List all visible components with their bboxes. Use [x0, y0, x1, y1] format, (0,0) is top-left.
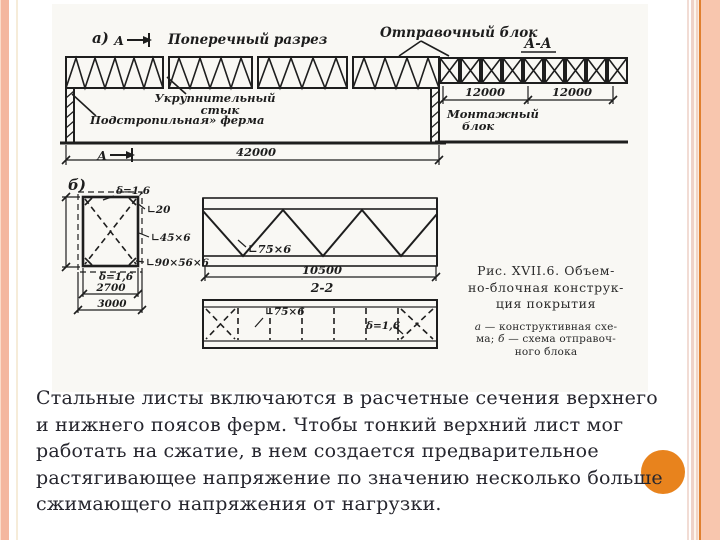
svg-text:10500: 10500: [301, 263, 343, 277]
body-paragraph: [36, 385, 664, 518]
svg-text:δ=1,6: δ=1,6: [116, 185, 151, 197]
block-row: [440, 58, 627, 83]
section-a-label: а): [92, 29, 109, 47]
svg-text:А: А: [114, 33, 125, 48]
section-mark-a-top: [113, 33, 152, 48]
svg-text:Укрупнительный: Укрупнительный: [154, 91, 276, 105]
block-plan: [203, 300, 437, 348]
support-column-right: [431, 88, 439, 143]
svg-text:δ=1,6: δ=1,6: [99, 271, 134, 283]
figure-caption: [455, 263, 637, 358]
section-aa-label: [521, 36, 556, 52]
block-cross-section: [62, 176, 210, 314]
caption-subline: ного блока: [514, 345, 578, 358]
svg-text:12000: 12000: [551, 85, 593, 99]
caption-line: Рис. XVII.6. Объем-: [477, 263, 615, 278]
svg-text:Монтажный: Монтажный: [447, 107, 539, 121]
mounting-block-label: [446, 107, 539, 133]
svg-text:∟75×6: ∟75×6: [265, 306, 305, 318]
svg-text:Отправочный блок: Отправочный блок: [380, 25, 538, 41]
paragraph-line: растягивающее напряжение по значению несколько больше: [36, 466, 663, 489]
plan-annotations: [255, 306, 403, 334]
section-b-label: б): [68, 176, 86, 194]
caption-subline: а — конструктивная схе-: [474, 320, 618, 333]
caption-subline: ма; б — схема отправоч-: [475, 333, 617, 345]
svg-text:А-А: А-А: [524, 36, 552, 52]
caption-line: ция покрытия: [495, 296, 597, 311]
paragraph-line: работать на сжатие, в нем создается предварительное: [36, 440, 599, 462]
svg-text:42000: 42000: [235, 145, 277, 159]
svg-text:Подстропильная» ферма: Подстропильная» ферма: [90, 113, 265, 127]
support-column-left: [66, 88, 74, 143]
svg-text:∟75×6: ∟75×6: [248, 242, 292, 256]
svg-text:3000: 3000: [97, 298, 127, 310]
paragraph-line: и нижнего поясов ферм. Чтобы тонкий верхний лист мог: [36, 413, 624, 436]
svg-text:∟45×6: ∟45×6: [151, 232, 191, 244]
section-b-annotations: [98, 185, 210, 283]
right-border-stripes: [686, 0, 720, 540]
svg-text:12000: 12000: [464, 85, 506, 99]
svg-text:стык: стык: [200, 103, 240, 117]
paragraph-line: Стальные листы включаются в расчетные сечения верхнего: [36, 387, 658, 409]
svg-text:∟90×56×6: ∟90×56×6: [146, 257, 209, 269]
section-2-2-label: 2-2: [310, 280, 334, 295]
section-aa-view: [435, 36, 628, 142]
svg-text:∟20: ∟20: [147, 204, 171, 216]
svg-text:δ=1,6: δ=1,6: [366, 320, 401, 332]
block-dimensions: [439, 85, 617, 104]
svg-text:А: А: [97, 148, 108, 163]
caption-line: но-блочная конструк-: [468, 279, 624, 295]
section-mark-a-bottom: [96, 148, 135, 163]
svg-text:2700: 2700: [96, 282, 126, 294]
paragraph-line: сжимающего напряжения от нагрузки.: [36, 493, 442, 515]
section-b-dim-left: [62, 193, 80, 271]
cross-section-title: Поперечный разрез: [168, 32, 328, 48]
truss-segments: [66, 57, 439, 88]
svg-text:блок: блок: [462, 119, 495, 133]
block-elevation: [201, 198, 440, 295]
shipping-block-label: [380, 25, 538, 56]
